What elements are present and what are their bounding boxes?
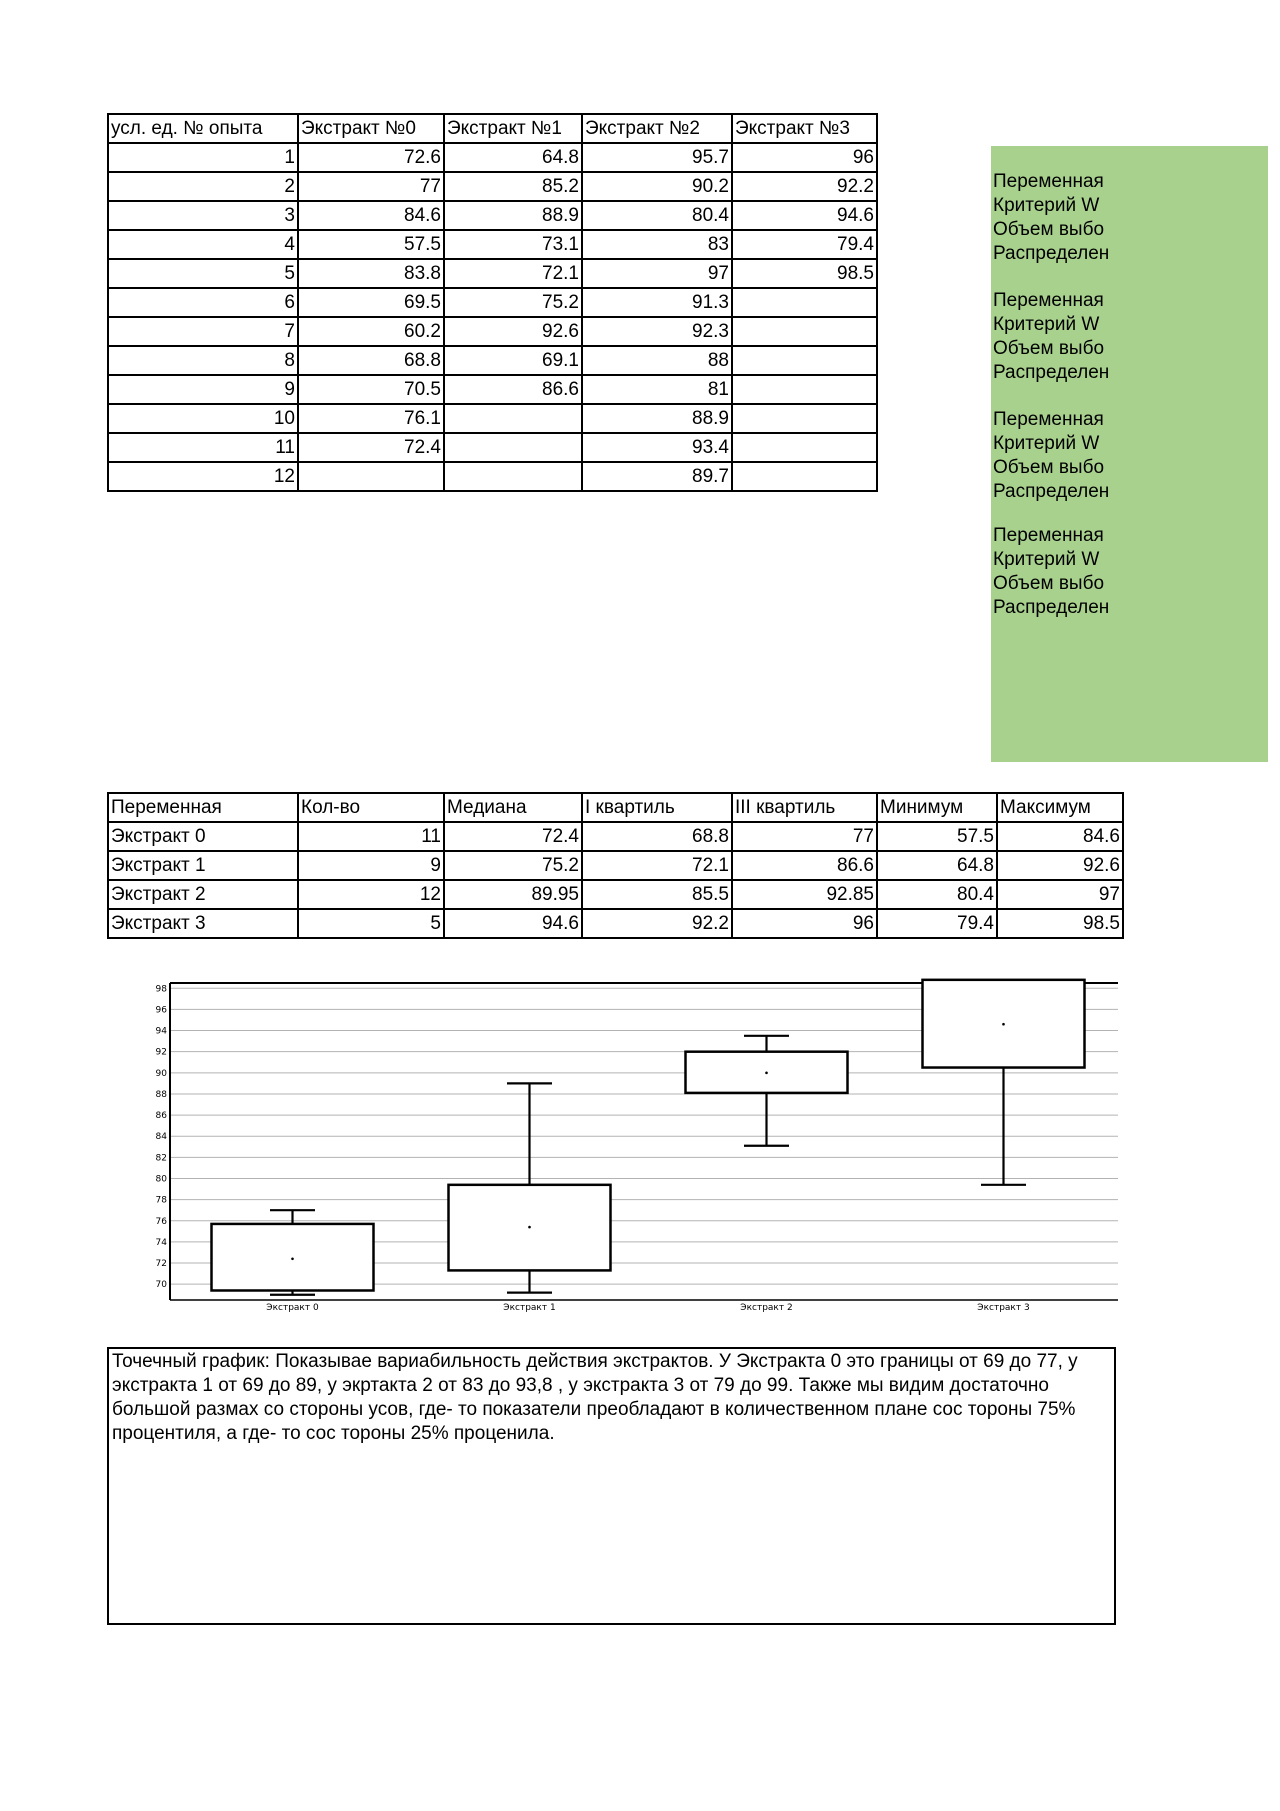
normality-result-group — [993, 289, 1118, 385]
chart-description-note — [107, 1347, 1116, 1625]
table-cell: 12 — [298, 880, 444, 909]
table-cell: 73.1 — [444, 230, 582, 259]
table-cell — [732, 433, 877, 462]
normality-result-line: Объем выбо — [993, 457, 1105, 478]
table-cell — [732, 317, 877, 346]
table-cell: 84.6 — [298, 201, 444, 230]
table-cell: 8 — [108, 346, 298, 375]
y-tick-label: 98 — [155, 984, 167, 995]
normality-result-line: Переменная — [993, 525, 1104, 546]
table-cell: 94.6 — [444, 909, 582, 938]
table-cell: 89.7 — [582, 462, 732, 491]
table-cell: 85.5 — [582, 880, 732, 909]
x-category-label: Экстракт 2 — [740, 1303, 793, 1313]
table-row — [108, 880, 1123, 909]
note-text: Точечный график: Показывае вариабильность действия экстрактов. У Экстракта 0 это границы от 69 до 77, у экстракта 1 от 69 до 89, у экртакта 2 от 83 до 93,8 , у экстракта 3 от 79 до 99. Также мы видим достаточно большой размах со стороны усов, где- то показатели преобладают в количественном плане сос тороны 75% процентиля, а где- то сос тороны 25% проценила. — [112, 1351, 1078, 1444]
table-cell — [444, 462, 582, 491]
x-category-label: Экстракт 3 — [977, 1303, 1030, 1313]
table-row — [108, 346, 877, 375]
table-cell: 10 — [108, 404, 298, 433]
data-header-cell: Экстракт №1 — [444, 114, 582, 143]
table-row — [108, 259, 877, 288]
normality-result-line: Объем выбо — [993, 219, 1105, 240]
table-cell: 83.8 — [298, 259, 444, 288]
y-tick-label: 70 — [155, 1280, 167, 1291]
normality-result-line: Распределен — [993, 597, 1110, 618]
table-cell: 96 — [732, 143, 877, 172]
table-cell: 80.4 — [877, 880, 997, 909]
experiment-data-table — [107, 113, 878, 492]
table-cell: 69.5 — [298, 288, 444, 317]
normality-result-line: Переменная — [993, 290, 1104, 311]
table-row — [108, 909, 1123, 938]
table-cell — [732, 346, 877, 375]
normality-result-line: Распределен — [993, 481, 1110, 502]
table-cell: 68.8 — [298, 346, 444, 375]
table-cell: 95.7 — [582, 143, 732, 172]
table-cell — [732, 288, 877, 317]
mean-marker — [765, 1072, 768, 1075]
table-cell: Экстракт 0 — [108, 822, 298, 851]
table-cell: 79.4 — [877, 909, 997, 938]
data-header-cell: Экстракт №0 — [298, 114, 444, 143]
table-cell: 98.5 — [997, 909, 1123, 938]
table-cell: 70.5 — [298, 375, 444, 404]
normality-result-line: Критерий W — [993, 195, 1100, 216]
table-row — [108, 143, 877, 172]
normality-result-line: Критерий W — [993, 433, 1100, 454]
table-cell: 57.5 — [298, 230, 444, 259]
table-row — [108, 201, 877, 230]
y-tick-label: 86 — [155, 1111, 167, 1122]
table-cell: 12 — [108, 462, 298, 491]
table-cell — [732, 404, 877, 433]
table-cell: 1 — [108, 143, 298, 172]
table-cell: 5 — [298, 909, 444, 938]
y-tick-label: 76 — [155, 1216, 167, 1227]
stats-header-cell: Минимум — [877, 793, 997, 822]
table-cell: 91.3 — [582, 288, 732, 317]
normality-result-line: Критерий W — [993, 314, 1100, 335]
normality-result-line: Переменная — [993, 171, 1104, 192]
stats-header-cell: I квартиль — [582, 793, 732, 822]
x-category-label: Экстракт 0 — [266, 1303, 319, 1313]
table-cell: 75.2 — [444, 288, 582, 317]
table-cell: 83 — [582, 230, 732, 259]
table-row — [108, 462, 877, 491]
stats-header-cell: Переменная — [108, 793, 298, 822]
table-cell: 11 — [298, 822, 444, 851]
table-cell: 6 — [108, 288, 298, 317]
table-cell: 97 — [997, 880, 1123, 909]
table-cell: 97 — [582, 259, 732, 288]
normality-result-line: Распределен — [993, 362, 1110, 383]
stats-header-row — [108, 793, 1123, 822]
table-cell: 98.5 — [732, 259, 877, 288]
mean-marker — [528, 1226, 531, 1229]
table-cell: 57.5 — [877, 822, 997, 851]
table-row — [108, 404, 877, 433]
data-header-row — [108, 114, 877, 143]
box-plot-chart — [110, 975, 1120, 1317]
table-cell: 92.3 — [582, 317, 732, 346]
y-tick-label: 88 — [155, 1089, 167, 1100]
table-cell: 81 — [582, 375, 732, 404]
table-cell: 84.6 — [997, 822, 1123, 851]
data-header-cell: усл. ед. № опыта — [108, 114, 298, 143]
table-cell: 69.1 — [444, 346, 582, 375]
table-cell: 88.9 — [444, 201, 582, 230]
table-cell: 92.2 — [582, 909, 732, 938]
table-cell: Экстракт 2 — [108, 880, 298, 909]
table-cell — [444, 433, 582, 462]
table-row — [108, 288, 877, 317]
table-cell: 64.8 — [877, 851, 997, 880]
table-row — [108, 230, 877, 259]
data-header-cell: Экстракт №2 — [582, 114, 732, 143]
table-cell: 77 — [298, 172, 444, 201]
y-tick-label: 84 — [155, 1132, 167, 1143]
normality-result-line: Переменная — [993, 409, 1104, 430]
table-cell: 85.2 — [444, 172, 582, 201]
table-row — [108, 172, 877, 201]
table-cell: 68.8 — [582, 822, 732, 851]
table-cell: 72.6 — [298, 143, 444, 172]
table-cell: Экстракт 1 — [108, 851, 298, 880]
y-tick-label: 78 — [155, 1195, 167, 1206]
x-category-label: Экстракт 1 — [503, 1303, 556, 1313]
normality-result-line: Критерий W — [993, 549, 1100, 570]
table-cell: 79.4 — [732, 230, 877, 259]
table-cell: 9 — [298, 851, 444, 880]
table-cell: 77 — [732, 822, 877, 851]
table-cell: 72.1 — [582, 851, 732, 880]
table-cell: 86.6 — [444, 375, 582, 404]
y-tick-label: 90 — [155, 1068, 167, 1079]
normality-result-line: Объем выбо — [993, 573, 1105, 594]
table-cell: 72.4 — [444, 822, 582, 851]
stats-header-cell: Кол-во — [298, 793, 444, 822]
table-cell: 92.6 — [444, 317, 582, 346]
y-tick-label: 94 — [155, 1026, 167, 1037]
stats-header-cell: Медиана — [444, 793, 582, 822]
normality-result-line: Распределен — [993, 243, 1110, 264]
stats-header-cell: Максимум — [997, 793, 1123, 822]
table-row — [108, 851, 1123, 880]
table-row — [108, 822, 1123, 851]
table-cell: 92.85 — [732, 880, 877, 909]
box — [212, 1224, 374, 1291]
table-row — [108, 375, 877, 404]
y-tick-label: 92 — [155, 1047, 167, 1058]
table-cell — [732, 462, 877, 491]
table-cell: 93.4 — [582, 433, 732, 462]
table-cell: 72.4 — [298, 433, 444, 462]
y-tick-label: 72 — [155, 1259, 167, 1270]
mean-marker — [1002, 1023, 1005, 1026]
normality-result-group — [993, 408, 1118, 504]
table-cell — [444, 404, 582, 433]
table-cell: 64.8 — [444, 143, 582, 172]
y-tick-label: 74 — [155, 1237, 167, 1248]
table-cell: 92.2 — [732, 172, 877, 201]
normality-result-group — [993, 524, 1118, 620]
table-row — [108, 433, 877, 462]
normality-result-group — [993, 170, 1118, 266]
normality-result-line: Объем выбо — [993, 338, 1105, 359]
table-cell: 2 — [108, 172, 298, 201]
table-cell — [732, 375, 877, 404]
mean-marker — [291, 1257, 294, 1260]
table-cell: 94.6 — [732, 201, 877, 230]
table-cell: 9 — [108, 375, 298, 404]
table-cell: 11 — [108, 433, 298, 462]
table-cell: 3 — [108, 201, 298, 230]
table-cell: 96 — [732, 909, 877, 938]
table-cell: 88.9 — [582, 404, 732, 433]
table-cell: 89.95 — [444, 880, 582, 909]
table-cell: 90.2 — [582, 172, 732, 201]
table-cell: 86.6 — [732, 851, 877, 880]
stats-header-cell: III квартиль — [732, 793, 877, 822]
table-cell: 88 — [582, 346, 732, 375]
data-header-cell: Экстракт №3 — [732, 114, 877, 143]
table-cell — [298, 462, 444, 491]
normality-test-panel — [991, 146, 1268, 762]
table-cell: 76.1 — [298, 404, 444, 433]
table-cell: 72.1 — [444, 259, 582, 288]
y-tick-label: 80 — [155, 1174, 167, 1185]
table-cell: 5 — [108, 259, 298, 288]
table-cell: 4 — [108, 230, 298, 259]
descriptive-stats-table — [107, 792, 1124, 939]
table-cell: 75.2 — [444, 851, 582, 880]
table-cell: Экстракт 3 — [108, 909, 298, 938]
table-cell: 92.6 — [997, 851, 1123, 880]
table-cell: 7 — [108, 317, 298, 346]
table-row — [108, 317, 877, 346]
table-cell: 60.2 — [298, 317, 444, 346]
y-tick-label: 96 — [155, 1005, 167, 1016]
table-cell: 80.4 — [582, 201, 732, 230]
y-tick-label: 82 — [155, 1153, 167, 1164]
